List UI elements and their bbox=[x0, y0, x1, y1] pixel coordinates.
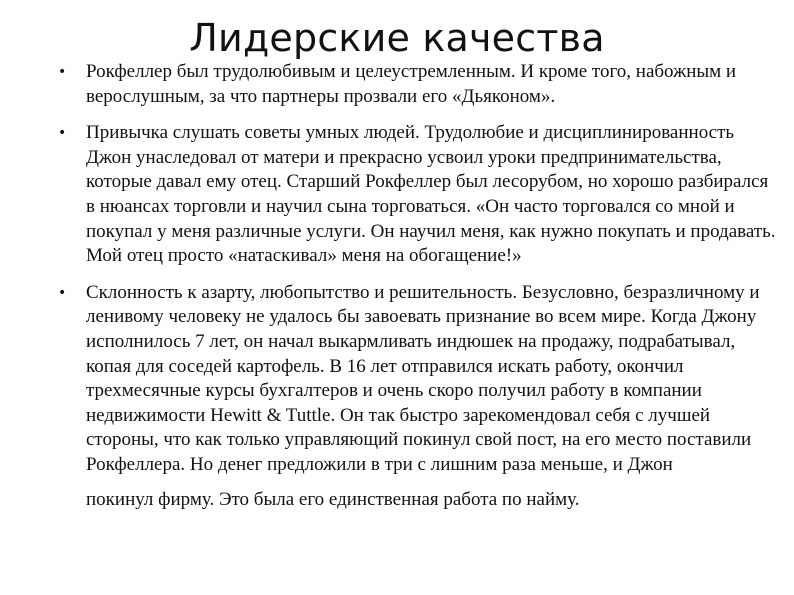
slide-title: Лидерские качества bbox=[189, 16, 605, 60]
bullet-item bbox=[56, 281, 776, 512]
bullet-item bbox=[56, 121, 776, 269]
bullet-text-tail: покинул фирму. Это была его единственная работа по найму. bbox=[86, 488, 580, 510]
bullet-list bbox=[56, 60, 776, 524]
bullet-text: Рокфеллер был трудолюбивым и целеустремленным. И кроме того, набожным и верослушным, за что партнеры прозвали его «Дьяконом». bbox=[86, 61, 737, 107]
bullet-text bbox=[86, 281, 776, 512]
bullet-icon: • bbox=[58, 64, 67, 80]
bullet-icon: • bbox=[58, 284, 67, 301]
bullet-item bbox=[56, 60, 776, 109]
bullet-icon: • bbox=[58, 125, 67, 142]
bullet-text-main: Склонность к азарту, любопытство и решительность. Безусловно, безразличному и ленивому человеку не удалось бы завоевать признание во всем мире. Когда Джону исполнилось 7 лет, он начал выкармливать индюшек на продажу, подрабатывал, копая для соседей картофель. В 16 лет отправился искать работу, окончил трехмесячные курсы бухгалтеров и очень скоро получил работу в компании недвижимости Hewitt & Tuttle. Он так быстро зарекомендовал себя с лучшей стороны, что как только управляющий покинул свой пост, на его место поставили Рокфеллера. Но денег предложили в три с лишним раза меньше, и Джон bbox=[86, 281, 760, 475]
bullet-text: Привычка слушать советы умных людей. Трудолюбие и дисциплинированность Джон унаследовал от матери и прекрасно усвоил уроки предпринимательства, которые давал ему отец. Старший Рокфеллер был лесорубом, но хорошо разбирался в нюансах торговли и научил сына торговаться. «Он часто торговался со мной и покупал у меня различные услуги. Он научил меня, как нужно покупать и продавать. Мой отец просто «натаскивал» меня на обогащение!» bbox=[86, 122, 776, 267]
